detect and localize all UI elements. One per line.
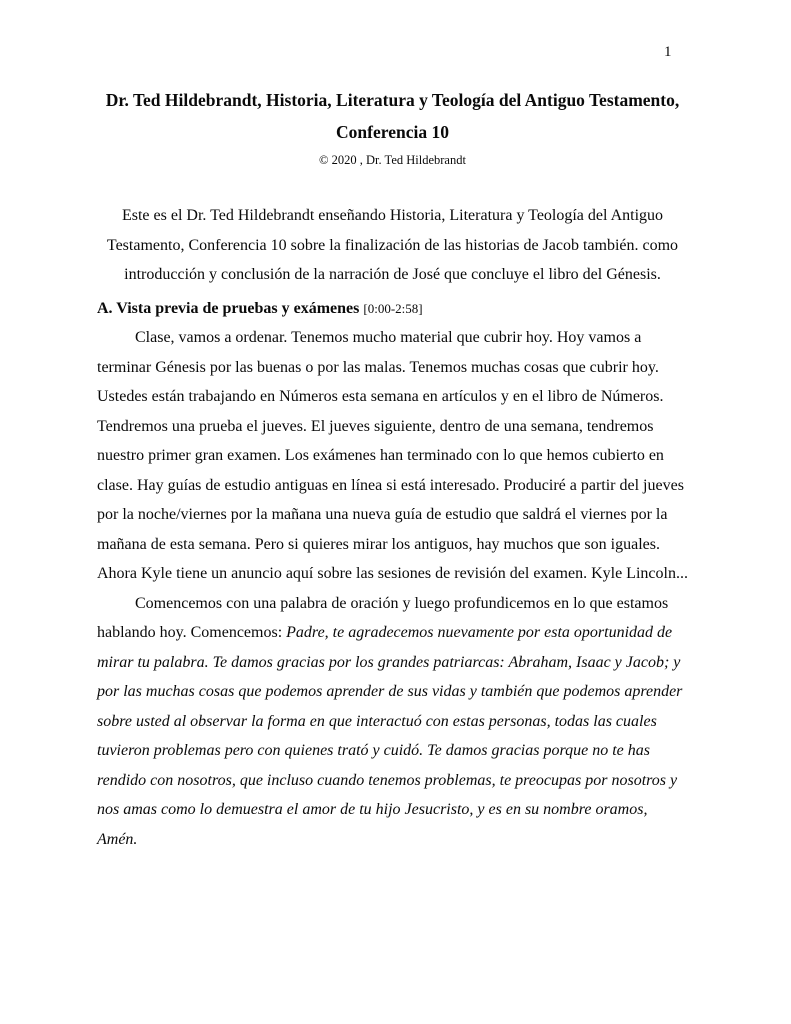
prayer-italic-text: Padre, te agradecemos nuevamente por esta oportunidad de mirar tu palabra. Te damos gracias por los grandes patriarcas: Abraham, Isaac y Jacob; y por las muchas cosas que podemos aprender de sus vidas y también que podemos aprender sobre usted al observar la forma en que interactuó con estas personas, todas las cuales tuvieron problemas pero con quienes trató y cuidó. Te damos gracias porque no te has rendido con nosotros, que incluso cuando tenemos problemas, te preocupas por nosotros y nos amas como lo demuestra el amor de tu hijo Jesucristo, y es en su nombre oramos, Amén.: [97, 624, 683, 848]
intro-paragraph: Este es el Dr. Ted Hildebrandt enseñando Historia, Literatura y Teología del Antiguo Testamento, Conferencia 10 sobre la finalización de las historias de Jacob también. como introducción y conclusión de la narración de José que concluye el libro del Génesis.: [106, 207, 679, 283]
section-a-heading: [97, 294, 688, 324]
page-number: 1: [664, 44, 672, 60]
copyright-line: © 2020 , Dr. Ted Hildebrandt: [319, 153, 466, 167]
prayer-lead-text: Comencemos con una palabra de oración y luego profundicemos en lo que estamos hablando hoy. Comencemos:: [97, 594, 669, 641]
section-a-heading-text: A. Vista previa de pruebas y exámenes: [97, 299, 360, 317]
section-a-timestamp: [0:00-2:58]: [363, 300, 423, 316]
body-paragraph-class-overview: Clase, vamos a ordenar. Tenemos mucho material que cubrir hoy. Hoy vamos a terminar Génesis por las buenas o por las malas. Tenemos muchas cosas que cubrir hoy. Ustedes están trabajando en Números esta semana en artículos y en el libro de Números. Tendremos una prueba el jueves. El jueves siguiente, dentro de una semana, tendremos nuestro primer gran examen. Los exámenes han terminado con lo que hemos cubierto en clase. Hay guías de estudio antiguas en línea si está interesado. Produciré a partir del jueves por la noche/viernes por la mañana una nueva guía de estudio que saldrá el viernes por la mañana de esta semana. Pero si quieres mirar los antiguos, hay muchos que son iguales. Ahora Kyle tiene un anuncio aquí sobre las sesiones de revisión del examen. Kyle Lincoln...: [97, 329, 688, 582]
document-title: Dr. Ted Hildebrandt, Historia, Literatura y Teología del Antiguo Testamento, Conferencia 10: [105, 90, 680, 142]
body-paragraph-prayer: [97, 589, 688, 855]
